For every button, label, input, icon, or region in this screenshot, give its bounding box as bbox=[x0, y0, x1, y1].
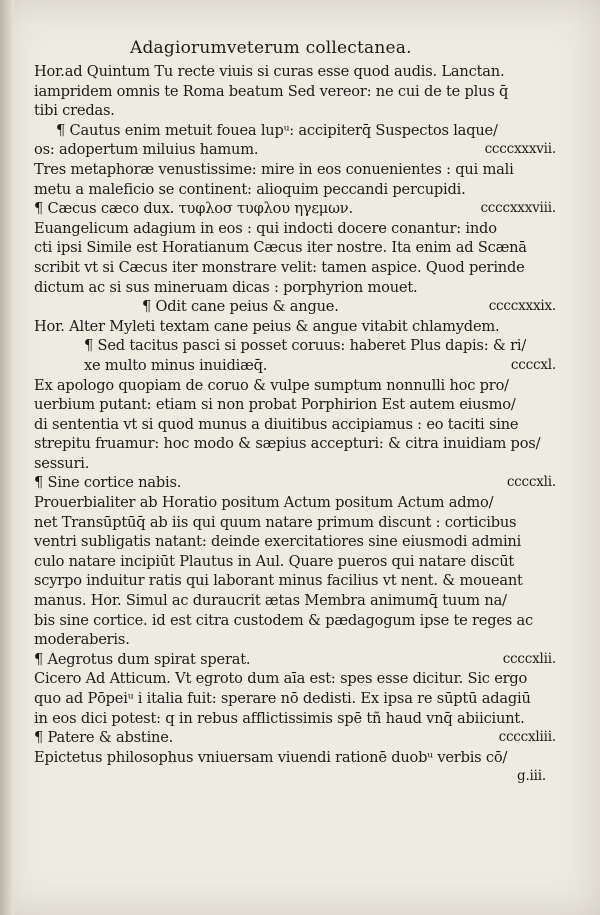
line-text: quo ad Pōpeiᵘ i italia fuit: sperare nō dedisti. Ex ipsa re sūptū adagiū bbox=[34, 690, 531, 707]
line-text: Hor. Alter Myleti textam cane peius & angue vitabit chlamydem. bbox=[34, 317, 500, 335]
text-line bbox=[34, 552, 556, 572]
line-text: ¶ Odit cane peius & angue. bbox=[142, 298, 339, 316]
line-text: Tres metaphoræ venustissime: mire in eos conuenientes : qui mali bbox=[34, 160, 514, 178]
line-text: ¶ Aegrotus dum spirat sperat. bbox=[34, 650, 251, 668]
text-line bbox=[34, 571, 556, 591]
line-text: in eos dici potest: q in rebus afflictissimis spē tñ haud vnq̄ abiiciunt. bbox=[34, 709, 525, 727]
text-line bbox=[34, 493, 556, 513]
text-line bbox=[34, 278, 556, 298]
text-line bbox=[34, 728, 556, 748]
line-text: moderaberis. bbox=[34, 631, 130, 649]
text-line bbox=[34, 62, 556, 82]
text-line bbox=[34, 767, 556, 787]
line-text: sessuri. bbox=[34, 454, 90, 472]
adage-number: ccccxxxix. bbox=[488, 298, 556, 315]
line-text: ¶ Sed tacitus pasci si posset coruus: haberet Plus dapis: & ri/ bbox=[84, 337, 527, 355]
adage-number: ccccxxxvii. bbox=[484, 141, 556, 158]
text-line bbox=[34, 434, 556, 454]
signature-mark: g.iii. bbox=[517, 768, 546, 785]
text-line bbox=[34, 473, 556, 493]
line-text: ventri subligatis natant: deinde exercitatiores sine eiusmodi admini bbox=[34, 533, 522, 551]
text-line bbox=[34, 630, 556, 650]
text-line bbox=[34, 356, 556, 376]
adage-number: ccccxxxviii. bbox=[480, 200, 556, 217]
line-text: cti ipsi Simile est Horatianum Cæcus iter nostre. Ita enim ad Scænā bbox=[34, 239, 527, 257]
line-text: strepitu fruamur: hoc modo & sæpius accepturi: & citra inuidiam pos/ bbox=[34, 435, 541, 453]
text-line bbox=[34, 101, 556, 121]
line-text: metu a maleficio se continent: alioquim peccandi percupidi. bbox=[34, 180, 466, 198]
line-text: bis sine cortice. id est citra custodem & pædagogum ipse te reges ac bbox=[34, 611, 533, 629]
line-text: Prouerbialiter ab Horatio positum Actum positum Actum admo/ bbox=[34, 494, 494, 512]
adage-number: ccccxlii. bbox=[502, 650, 556, 667]
line-text: uerbium putant: etiam si non probat Porphirion Est autem eiusmo/ bbox=[34, 396, 516, 414]
line-text: Cicero Ad Atticum. Vt egroto dum aīa est: spes esse dicitur. Sic ergo bbox=[34, 670, 528, 688]
line-text: os: adopertum miluius hamum. bbox=[34, 141, 259, 159]
text-line bbox=[34, 591, 556, 611]
text-line bbox=[34, 336, 556, 356]
line-text: tibi credas. bbox=[34, 102, 115, 120]
text-line bbox=[34, 611, 556, 631]
line-text: ¶ Sine cortice nabis. bbox=[34, 474, 182, 492]
text-line bbox=[34, 258, 556, 278]
text-line bbox=[34, 532, 556, 552]
line-text: net Transūptūq̄ ab iis qui quum natare primum discunt : corticibus bbox=[34, 513, 517, 531]
text-line bbox=[34, 297, 556, 317]
page-gutter-shadow bbox=[0, 0, 14, 915]
adage-number: ccccxli. bbox=[506, 474, 556, 491]
line-text: ¶ Cautus enim metuit fouea lupᵘ: accipiterq̄ Suspectos laque/ bbox=[56, 121, 498, 139]
line-text: ¶ Patere & abstine. bbox=[34, 729, 174, 747]
line-text: Hor.ad Quintum Tu recte viuis si curas esse quod audis. Lanctan. bbox=[34, 63, 505, 80]
text-line bbox=[34, 748, 556, 768]
line-text: scyrpo induitur ratis qui laborant minus facilius vt nent. & moueant bbox=[34, 572, 523, 590]
text-line bbox=[34, 709, 556, 729]
line-text: Ex apologo quopiam de coruo & vulpe sumptum nonnulli hoc pro/ bbox=[34, 376, 509, 394]
line-text: Euangelicum adagium in eos : qui indocti docere conantur: indo bbox=[34, 219, 497, 237]
running-header: Adagiorumveterum collectanea. bbox=[130, 38, 412, 58]
text-line bbox=[34, 415, 556, 435]
text-line bbox=[34, 689, 556, 709]
text-line bbox=[34, 238, 556, 258]
line-text: culo natare incipiūt Plautus in Aul. Quare pueros qui natare discūt bbox=[34, 552, 515, 570]
line-text: Epictetus philosophus vniuersam viuendi rationē duobᵘ verbis cō/ bbox=[34, 748, 508, 766]
line-text: ¶ Cæcus cæco dux. τυφλοσ τυφλου ηγεμων. bbox=[34, 200, 353, 218]
text-line bbox=[34, 669, 556, 689]
line-text: scribit vt si Cæcus iter monstrare velit: tamen aspice. Quod perinde bbox=[34, 258, 525, 276]
text-line bbox=[34, 650, 556, 670]
line-text: iampridem omnis te Roma beatum Sed vereor: ne cui de te plus q̄ bbox=[34, 82, 509, 100]
text-line bbox=[34, 121, 556, 141]
line-text: dictum ac si sus mineruam dicas : porphyrion mouet. bbox=[34, 278, 418, 296]
text-line bbox=[34, 395, 556, 415]
text-line bbox=[34, 199, 556, 219]
text-line bbox=[34, 513, 556, 533]
text-line bbox=[34, 317, 556, 337]
text-line bbox=[34, 180, 556, 200]
text-block bbox=[34, 62, 556, 787]
adage-number: ccccxl. bbox=[510, 356, 556, 373]
line-text: xe multo minus inuidiæq̄. bbox=[84, 356, 268, 374]
line-text: di sententia vt si quod munus a diuitibus accipiamus : eo taciti sine bbox=[34, 415, 519, 433]
text-line bbox=[34, 82, 556, 102]
text-line bbox=[34, 219, 556, 239]
line-text: manus. Hor. Simul ac duraucrit ætas Membra animumq̄ tuum na/ bbox=[34, 592, 507, 610]
adage-number: ccccxliii. bbox=[498, 729, 556, 746]
text-line bbox=[34, 140, 556, 160]
text-line bbox=[34, 454, 556, 474]
text-line bbox=[34, 160, 556, 180]
text-line bbox=[34, 376, 556, 396]
